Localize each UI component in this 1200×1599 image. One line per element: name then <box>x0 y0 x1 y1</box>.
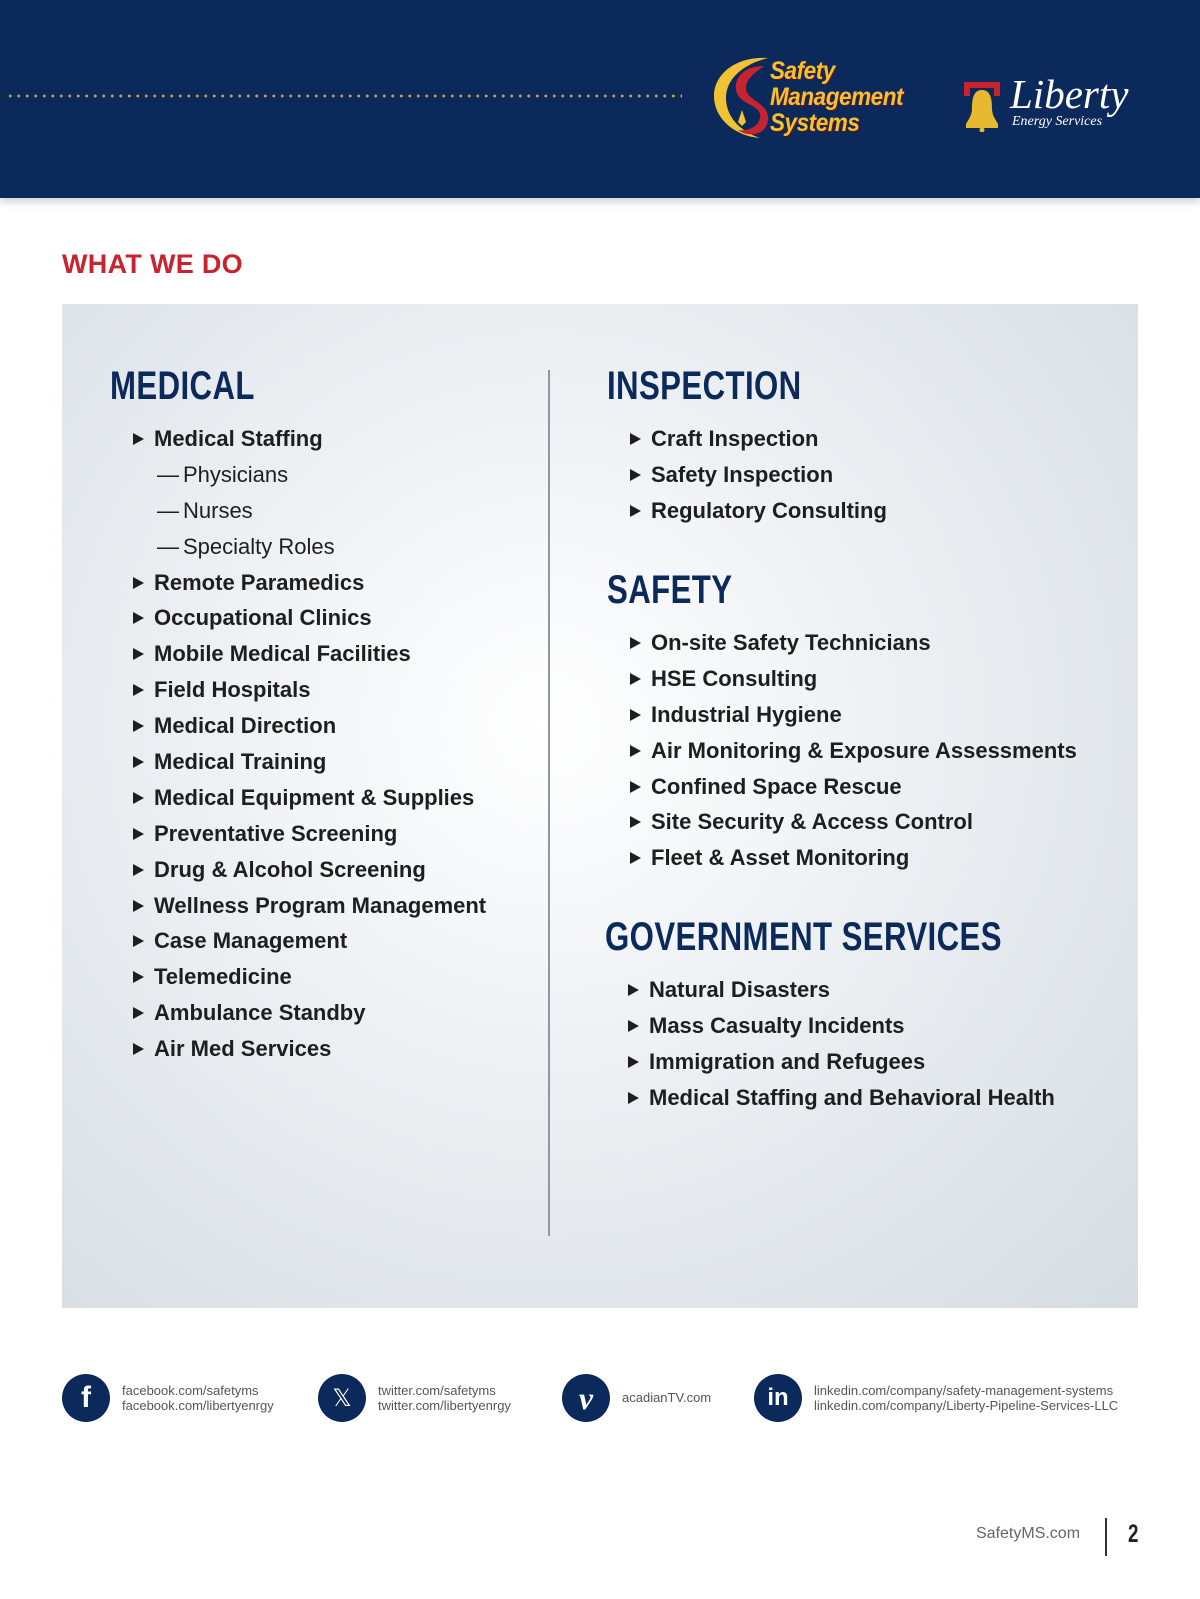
list-item <box>651 737 1077 773</box>
list-item <box>651 844 1077 880</box>
facebook-link-2[interactable]: facebook.com/libertyenrgy <box>122 1398 274 1413</box>
triangle-bullet-icon <box>133 433 144 445</box>
liberty-logo-name: Liberty <box>1010 71 1129 117</box>
inspection-heading: INSPECTION <box>607 364 802 408</box>
triangle-bullet-icon <box>630 852 641 864</box>
medical-heading: MEDICAL <box>110 364 255 408</box>
list-item-label: Remote Paramedics <box>154 569 365 595</box>
triangle-bullet-icon <box>133 900 144 912</box>
vimeo-link[interactable]: acadianTV.com <box>622 1390 712 1406</box>
list-item <box>154 892 486 928</box>
list-item-label: Medical Direction <box>154 713 337 739</box>
list-item-label: Regulatory Consulting <box>651 497 887 523</box>
page-number: 2 <box>1128 1520 1139 1548</box>
dash-bullet: — <box>157 533 179 559</box>
sub-list-item <box>154 497 486 533</box>
x-twitter-icon[interactable]: 𝕏 <box>318 1374 366 1422</box>
footer-divider <box>1105 1518 1107 1556</box>
inspection-services-list <box>651 425 887 533</box>
list-item-label: Preventative Screening <box>154 820 398 846</box>
list-item-label: Confined Space Rescue <box>651 773 902 799</box>
list-item <box>154 963 486 999</box>
linkedin-link-2[interactable]: linkedin.com/company/Liberty-Pipeline-Services-LLC <box>814 1398 1119 1413</box>
list-item-label: Air Med Services <box>154 1036 332 1062</box>
list-item <box>651 808 1077 844</box>
list-item-label: Wellness Program Management <box>154 892 487 918</box>
list-item <box>154 425 486 461</box>
triangle-bullet-icon <box>133 935 144 947</box>
triangle-bullet-icon <box>628 1020 639 1032</box>
triangle-bullet-icon <box>133 577 144 589</box>
list-item-label: Telemedicine <box>154 964 292 990</box>
triangle-bullet-icon <box>630 505 641 517</box>
list-item <box>154 569 486 605</box>
list-item-label: Mass Casualty Incidents <box>649 1012 905 1038</box>
list-item <box>154 927 486 963</box>
list-item <box>154 784 486 820</box>
liberty-energy-logo <box>962 71 1162 136</box>
liberty-bell-icon <box>962 80 1002 132</box>
list-item <box>651 497 887 533</box>
list-item <box>154 676 486 712</box>
list-item-label: Craft Inspection <box>651 426 819 451</box>
sub-list-item <box>154 461 486 497</box>
list-item <box>651 701 1077 737</box>
list-item <box>154 604 486 640</box>
list-item-label: Medical Staffing <box>154 426 323 451</box>
triangle-bullet-icon <box>133 828 144 840</box>
list-item-label: Natural Disasters <box>649 977 830 1002</box>
list-item <box>154 712 486 748</box>
linkedin-icon[interactable]: in <box>754 1374 802 1422</box>
list-item-label: Occupational Clinics <box>154 605 372 631</box>
list-item <box>154 1035 486 1071</box>
social-linkedin[interactable] <box>754 1374 1118 1422</box>
sms-logo-line-3: Systems <box>770 109 860 137</box>
twitter-link-1[interactable]: twitter.com/safetyms <box>378 1382 496 1398</box>
social-facebook[interactable] <box>62 1374 274 1422</box>
column-divider <box>548 370 550 1236</box>
safety-management-systems-logo <box>708 52 938 148</box>
triangle-bullet-icon <box>630 709 641 721</box>
medical-services-list <box>154 425 486 1071</box>
safety-heading: SAFETY <box>607 568 733 612</box>
list-item-label: Safety Inspection <box>651 461 834 487</box>
list-item <box>651 425 887 461</box>
safety-services-list <box>651 629 1077 880</box>
triangle-bullet-icon <box>628 1056 639 1068</box>
social-vimeo[interactable] <box>562 1374 711 1422</box>
page-header <box>0 0 1200 198</box>
facebook-icon[interactable]: f <box>62 1374 110 1422</box>
triangle-bullet-icon <box>630 673 641 685</box>
triangle-bullet-icon <box>630 781 641 793</box>
dash-bullet: — <box>157 461 179 487</box>
triangle-bullet-icon <box>630 469 641 481</box>
list-item <box>154 856 486 892</box>
social-twitter[interactable] <box>318 1374 511 1422</box>
list-item-label: Immigration and Refugees <box>649 1048 926 1074</box>
triangle-bullet-icon <box>133 864 144 876</box>
sub-list-item <box>154 533 486 569</box>
list-item <box>649 976 1055 1012</box>
list-item-label: Medical Staffing and Behavioral Health <box>649 1084 1055 1110</box>
list-item-label: Site Security & Access Control <box>651 809 973 835</box>
triangle-bullet-icon <box>630 433 641 445</box>
triangle-bullet-icon <box>133 684 144 696</box>
list-item <box>651 461 887 497</box>
triangle-bullet-icon <box>133 971 144 983</box>
sub-list-item-label: Specialty Roles <box>183 533 335 559</box>
dash-bullet: — <box>157 497 179 523</box>
facebook-link-1[interactable]: facebook.com/safetyms <box>122 1382 259 1398</box>
list-item-label: Fleet & Asset Monitoring <box>651 845 910 871</box>
list-item <box>154 640 486 676</box>
list-item <box>649 1012 1055 1048</box>
list-item <box>154 820 486 856</box>
list-item-label: Field Hospitals <box>154 677 311 703</box>
triangle-bullet-icon <box>133 1043 144 1055</box>
list-item-label: Air Monitoring & Exposure Assessments <box>651 737 1077 763</box>
linkedin-link-1[interactable]: linkedin.com/company/safety-management-systems <box>814 1382 1114 1398</box>
list-item-label: Medical Equipment & Supplies <box>154 784 475 810</box>
section-title: WHAT WE DO <box>62 249 243 279</box>
triangle-bullet-icon <box>133 1007 144 1019</box>
triangle-bullet-icon <box>630 816 641 828</box>
list-item-label: Industrial Hygiene <box>651 701 842 727</box>
list-item-label: Case Management <box>154 928 348 954</box>
list-item-label: Medical Training <box>154 749 327 775</box>
twitter-link-2[interactable]: twitter.com/libertyenrgy <box>378 1398 511 1413</box>
triangle-bullet-icon <box>133 648 144 660</box>
government-services-list <box>649 976 1055 1120</box>
list-item-label: Drug & Alcohol Screening <box>154 856 426 882</box>
triangle-bullet-icon <box>630 745 641 757</box>
list-item-label: Ambulance Standby <box>154 1000 366 1026</box>
list-item-label: HSE Consulting <box>651 665 818 691</box>
triangle-bullet-icon <box>133 720 144 732</box>
triangle-bullet-icon <box>133 792 144 804</box>
triangle-bullet-icon <box>133 756 144 768</box>
government-services-heading: GOVERNMENT SERVICES <box>605 915 1002 959</box>
list-item <box>154 748 486 784</box>
dotted-rule <box>6 94 682 98</box>
liberty-logo-subtitle: Energy Services <box>1012 114 1103 129</box>
list-item-label: On-site Safety Technicians <box>651 630 931 655</box>
list-item <box>154 999 486 1035</box>
vimeo-icon[interactable]: v <box>562 1374 610 1422</box>
list-item <box>649 1048 1055 1084</box>
sub-list-item-label: Nurses <box>183 497 253 523</box>
triangle-bullet-icon <box>133 612 144 624</box>
triangle-bullet-icon <box>628 1092 639 1104</box>
list-item-label: Mobile Medical Facilities <box>154 641 411 667</box>
triangle-bullet-icon <box>630 637 641 649</box>
list-item <box>651 773 1077 809</box>
sms-logo-line-1: Safety <box>770 57 835 85</box>
sms-logo-line-2: Management <box>770 83 904 111</box>
triangle-bullet-icon <box>628 984 639 996</box>
list-item <box>651 665 1077 701</box>
list-item <box>651 629 1077 665</box>
footer-website-link[interactable]: SafetyMS.com <box>976 1525 1081 1542</box>
list-item <box>649 1084 1055 1120</box>
sub-list-item-label: Physicians <box>183 461 289 487</box>
